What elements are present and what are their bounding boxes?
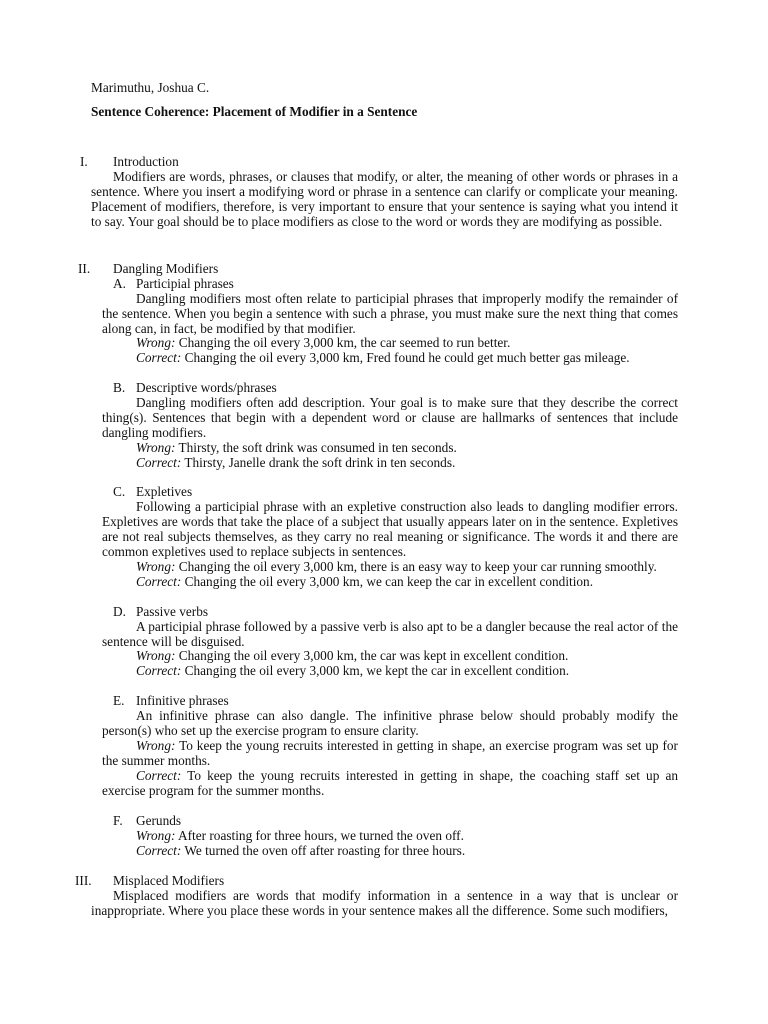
intro-paragraph: Modifiers are words, phrases, or clauses that modify, or alter, the meaning of other words or phrases in a sentence. Where you insert a modifying word or phrase in a sentence can clarify or complicate your meaning. Placement of modifiers, therefore, is very important to ensure that your sentence is saying what you intend it to say. Your goal should be to place modifiers as close to the word or words they are modifying as possible. (91, 169, 678, 229)
correct-label: Correct: (136, 574, 182, 589)
wrong-label: Wrong: (136, 828, 176, 843)
subsection-letter: C. (113, 484, 126, 499)
correct-label: Correct: (136, 350, 182, 365)
correct-example (136, 574, 681, 589)
correct-example (136, 455, 681, 470)
subsection-paragraph: Following a participial phrase with an expletive construction also leads to dangling modifier errors. Expletives are words that take the place of a subject that usually appears later on in the sentence. Expletives are not real subjects themselves, as they carry no real meaning or significance. The words it and there are common expletives used to replace subjects in sentences. (102, 499, 678, 559)
subsection-paragraph: Dangling modifiers often add description. Your goal is to make sure that they describe the correct thing(s). Sentences that begin with a dependent word or clause are hallmarks of sentences that include dangling modifiers. (102, 395, 678, 440)
correct-example (136, 843, 681, 858)
wrong-example (136, 828, 681, 843)
wrong-label: Wrong: (136, 335, 176, 350)
wrong-text: Changing the oil every 3,000 km, there is an easy way to keep your car running smoothly. (178, 559, 657, 574)
section-numeral: II. (78, 261, 91, 276)
subsection-paragraph: Dangling modifiers most often relate to participial phrases that improperly modify the remainder of the sentence. When you begin a sentence with such a phrase, you must make sure the next thing that comes along can, in fact, be modified by that modifier. (102, 291, 678, 336)
wrong-example (136, 440, 681, 455)
correct-text: Thirsty, Janelle drank the soft drink in ten seconds. (184, 455, 456, 470)
correct-label: Correct: (136, 768, 182, 783)
correct-example (136, 350, 681, 365)
correct-text: Changing the oil every 3,000 km, Fred found he could get much better gas mileage. (184, 350, 630, 365)
correct-text: To keep the young recruits interested in getting in shape, the coaching staff set up an exercise program for the summer months. (102, 768, 678, 798)
wrong-example (102, 738, 678, 768)
wrong-text: Changing the oil every 3,000 km, the car was kept in excellent condition. (178, 648, 569, 663)
subsection-letter: E. (113, 693, 125, 708)
section-numeral: III. (75, 873, 92, 888)
correct-label: Correct: (136, 843, 182, 858)
document-title: Sentence Coherence: Placement of Modifier in a Sentence (91, 104, 418, 119)
correct-text: Changing the oil every 3,000 km, we can keep the car in excellent condition. (184, 574, 594, 589)
subsection-heading: Expletives (136, 484, 193, 499)
wrong-example (136, 559, 681, 574)
wrong-text: To keep the young recruits interested in getting in shape, an exercise program was set up for the summer months. (102, 738, 678, 768)
section-heading: Misplaced Modifiers (113, 873, 225, 888)
subsection-letter: A. (113, 276, 126, 291)
correct-text: Changing the oil every 3,000 km, we kept the car in excellent condition. (184, 663, 570, 678)
subsection-heading: Descriptive words/phrases (136, 380, 277, 395)
correct-example (102, 768, 678, 798)
wrong-label: Wrong: (136, 648, 176, 663)
subsection-paragraph: A participial phrase followed by a passive verb is also apt to be a dangler because the real actor of the sentence will be disguised. (102, 619, 678, 649)
misplaced-paragraph: Misplaced modifiers are words that modify information in a sentence in a way that is unclear or inappropriate. Where you place these words in your sentence makes all the difference. Some such modifiers, (91, 888, 678, 918)
wrong-label: Wrong: (136, 559, 176, 574)
wrong-example (136, 335, 681, 350)
subsection-letter: F. (113, 813, 123, 828)
correct-label: Correct: (136, 455, 182, 470)
wrong-text: After roasting for three hours, we turned the oven off. (178, 828, 464, 843)
wrong-text: Changing the oil every 3,000 km, the car seemed to run better. (178, 335, 511, 350)
subsection-heading: Infinitive phrases (136, 693, 229, 708)
wrong-label: Wrong: (136, 738, 176, 753)
subsection-heading: Participial phrases (136, 276, 234, 291)
correct-text: We turned the oven off after roasting for three hours. (184, 843, 466, 858)
author-name: Marimuthu, Joshua C. (91, 80, 210, 95)
subsection-letter: B. (113, 380, 126, 395)
subsection-heading: Gerunds (136, 813, 182, 828)
subsection-heading: Passive verbs (136, 604, 209, 619)
wrong-text: Thirsty, the soft drink was consumed in ten seconds. (178, 440, 457, 455)
wrong-example (136, 648, 681, 663)
subsection-letter: D. (113, 604, 126, 619)
section-heading: Introduction (113, 154, 179, 169)
correct-example (136, 663, 681, 678)
wrong-label: Wrong: (136, 440, 176, 455)
correct-label: Correct: (136, 663, 182, 678)
section-heading: Dangling Modifiers (113, 261, 219, 276)
subsection-paragraph: An infinitive phrase can also dangle. The infinitive phrase below should probably modify the person(s) who set up the exercise program to ensure clarity. (102, 708, 678, 738)
section-numeral: I. (80, 154, 88, 169)
